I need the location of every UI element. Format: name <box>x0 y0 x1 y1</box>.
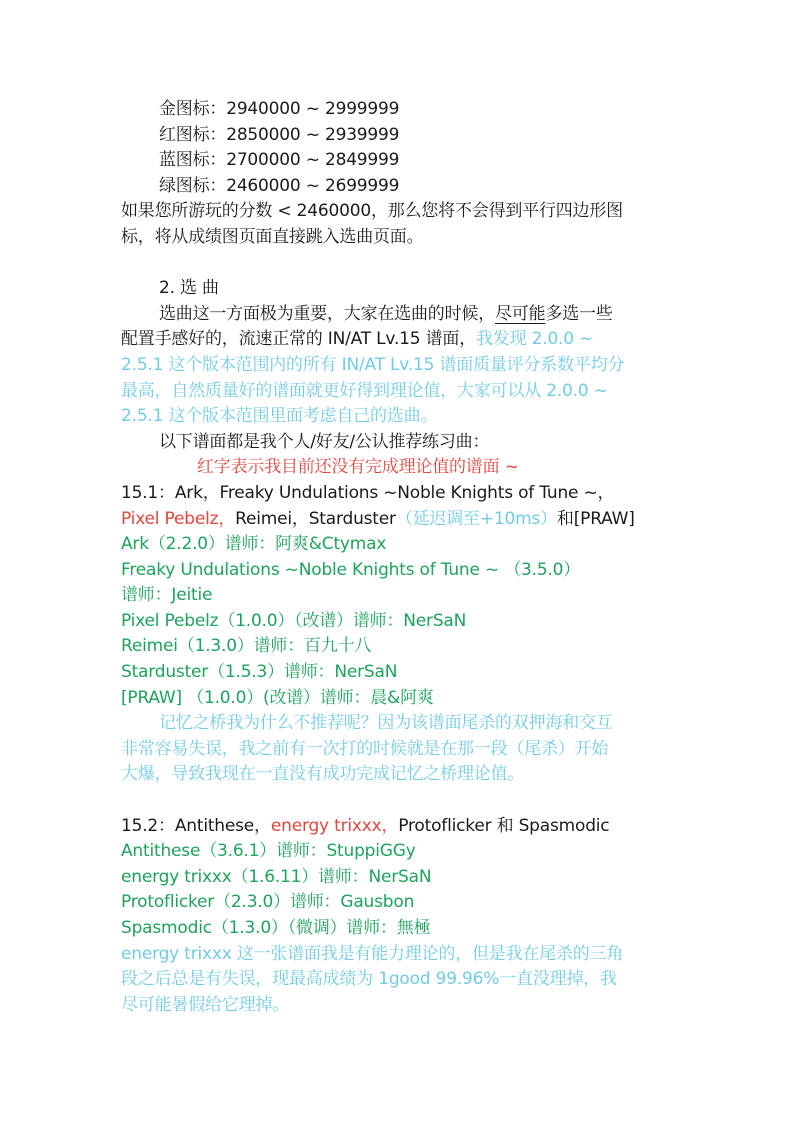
text-segment: 标，将从成绩图页面直接跳入选曲页面。 <box>121 226 424 247</box>
green-icon-range <box>121 174 691 200</box>
paragraph <box>121 430 691 456</box>
text-segment: 2. 选 曲 <box>159 278 219 299</box>
level-15-1-heading <box>121 507 691 533</box>
text-segment: 多选一些 <box>545 303 613 324</box>
level-15-2-heading <box>121 814 691 840</box>
text-segment: 配置手感好的，流速正常的 IN/AT Lv.15 谱面， <box>121 329 477 350</box>
text-segment: 大爆，导致我现在一直没有成功完成记忆之桥理论值。 <box>121 764 525 785</box>
chart-entry <box>121 660 691 686</box>
text-segment: Protoflicker 和 Spasmodic <box>398 815 610 836</box>
blue-icon-range <box>121 148 691 174</box>
chart-entry <box>121 839 691 865</box>
chart-entry <box>121 583 691 609</box>
text-segment: 尽可能暑假给它理掉。 <box>121 994 289 1015</box>
text-segment: 最高，自然质量好的谱面就更好得到理论值，大家可以从 2.0.0 ~ <box>121 380 608 401</box>
paragraph <box>121 353 691 379</box>
paragraph <box>121 404 691 430</box>
comment <box>121 967 691 993</box>
text-segment: Freaky Undulations ~Noble Knights of Tune ~ （3.5.0） <box>121 559 581 580</box>
text-segment: 非常容易失误，我之前有一次打的时候就是在那一段（尾杀）开始 <box>121 738 609 759</box>
comment <box>121 993 691 1019</box>
chart-entry <box>121 890 691 916</box>
text-segment: 如果您所游玩的分数 < 2460000，那么您将不会得到平行四边形图 <box>121 201 623 222</box>
text-segment: Spasmodic（1.3.0）（微调）谱师：無極 <box>121 918 431 938</box>
score-note <box>121 225 691 251</box>
gold-icon-range <box>121 97 691 123</box>
chart-entry <box>121 609 691 635</box>
text-segment: （延迟调至+10ms） <box>395 508 557 529</box>
text-segment: 选曲这一方面极为重要，大家在选曲的时候， <box>159 303 495 324</box>
text-segment: 记忆之桥我为什么不推荐呢？因为该谱面尾杀的双押海和交互 <box>159 713 613 734</box>
text-segment: 2.5.1 这个版本范围内的所有 IN/AT Lv.15 谱面质量评分系数平均分 <box>121 354 625 375</box>
chart-entry <box>121 532 691 558</box>
text-segment: 和[PRAW] <box>556 508 635 529</box>
blank-line <box>121 788 691 814</box>
text-segment: 红图标：2850000 ~ 2939999 <box>159 124 400 145</box>
paragraph <box>121 379 691 405</box>
text-segment: 我发现 2.0.0 ~ <box>476 329 594 350</box>
score-note <box>121 199 691 225</box>
section-heading <box>121 276 691 302</box>
text-segment: 2.5.1 这个版本范围里面考虑自己的选曲。 <box>121 406 438 427</box>
text-segment: Starduster（1.5.3）谱师：NerSaN <box>121 662 398 683</box>
chart-entry <box>121 916 691 942</box>
chart-entry <box>121 686 691 712</box>
text-segment: Reimei（1.3.0）谱师：百九十八 <box>121 636 372 657</box>
text-segment: 谱师：Jeitie <box>121 585 213 606</box>
text-segment: 绿图标：2460000 ~ 2699999 <box>159 175 400 196</box>
level-15-1-heading <box>121 481 691 507</box>
text-segment: energy trixxx， <box>270 815 399 836</box>
text-segment: [PRAW] （1.0.0）(改谱）谱师：晨&阿爽 <box>121 687 434 708</box>
text-segment: 以下谱面都是我个人/好友/公认推荐练习曲： <box>159 431 490 452</box>
text-segment: 15.1：Ark，Freaky Undulations ~Noble Knights of Tune ~， <box>121 482 615 503</box>
red-icon-range <box>121 123 691 149</box>
blank-line <box>121 251 691 277</box>
text-segment: energy trixxx（1.6.11）谱师：NerSaN <box>121 866 432 887</box>
chart-entry <box>121 558 691 584</box>
text-segment: 红字表示我目前还没有完成理论值的谱面 ~ <box>197 457 519 478</box>
text-segment: 蓝图标：2700000 ~ 2849999 <box>159 150 400 171</box>
text-segment: energy trixxx 这一张谱面我是有能力理论的，但是我在尾杀的三角 <box>121 943 624 964</box>
text-segment: Reimei，Starduster <box>235 508 396 529</box>
document-body <box>121 97 691 1018</box>
text-segment: 15.2：Antithese， <box>121 815 271 836</box>
text-segment: Antithese（3.6.1）谱师：StuppiGGy <box>121 841 416 862</box>
chart-entry <box>121 634 691 660</box>
comment <box>121 942 691 968</box>
comment <box>121 762 691 788</box>
text-segment: 尽可能 <box>495 303 546 324</box>
comment <box>121 711 691 737</box>
text-segment: Protoflicker（2.3.0）谱师：Gausbon <box>121 892 415 913</box>
text-segment: 金图标：2940000 ~ 2999999 <box>159 99 400 119</box>
chart-entry <box>121 865 691 891</box>
text-segment: Ark（2.2.0）谱师：阿爽&Ctymax <box>121 534 387 555</box>
text-segment: Pixel Pebelz， <box>121 508 236 529</box>
comment <box>121 737 691 763</box>
red-legend-note <box>121 455 691 481</box>
paragraph <box>121 302 691 328</box>
text-segment: 段之后总是有失误，现最高成绩为 1good 99.96%一直没理掉，我 <box>121 969 617 990</box>
text-segment: Pixel Pebelz（1.0.0）（改谱）谱师：NerSaN <box>121 610 467 631</box>
paragraph <box>121 327 691 353</box>
